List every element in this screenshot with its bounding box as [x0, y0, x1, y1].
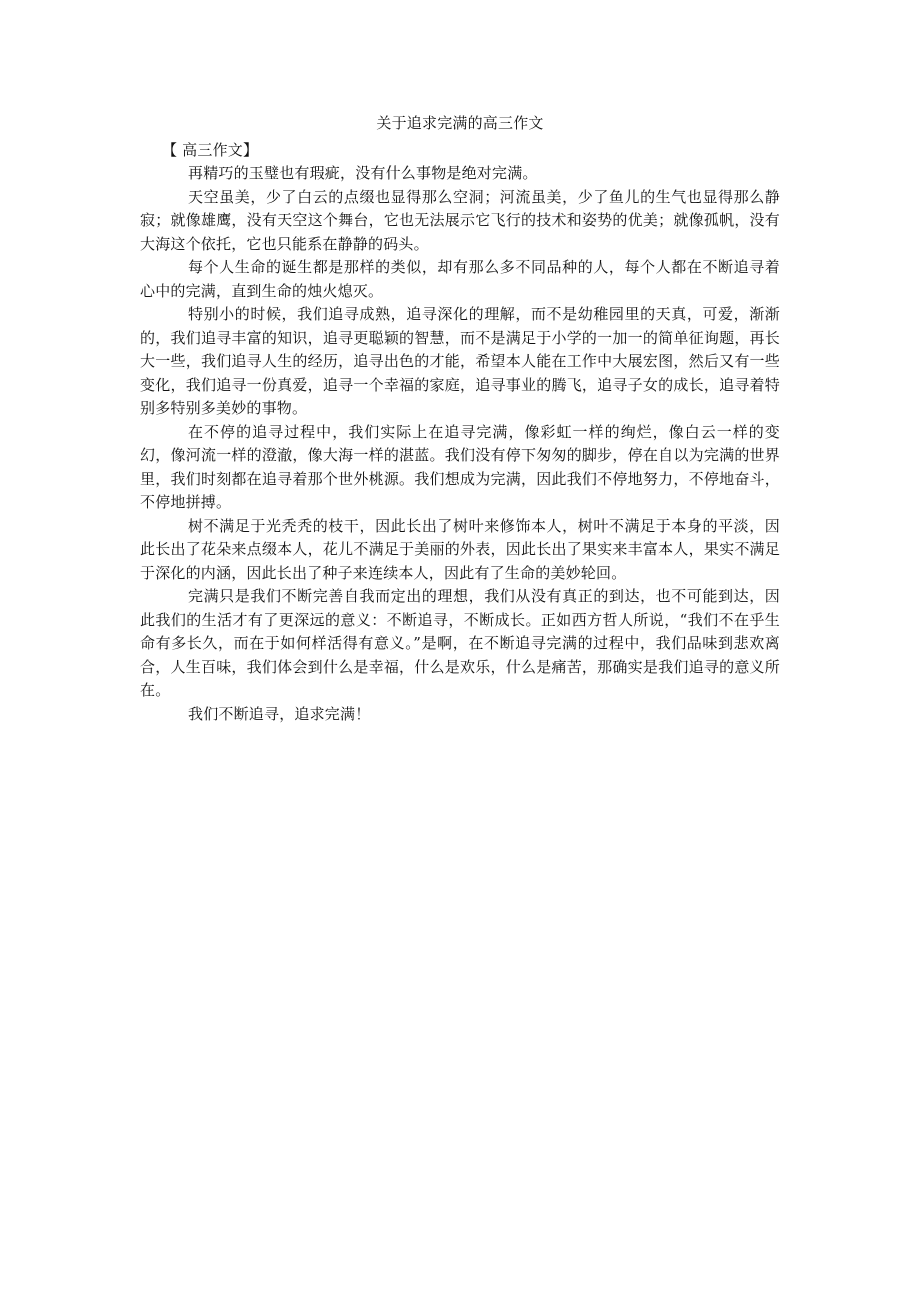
paragraph-7: 完满只是我们不断完善自我而定出的理想，我们从没有真正的到达，也不可能到达，因此我们的生活才有了更深远的意义：不断追寻，不断成长。正如西方哲人所说，“我们不在乎生命有多长久，而在于如何样活得有意义。”是啊，在不断追寻完满的过程中，我们品味到悲欢离合，人生百味，我们体会到什么是幸福，什么是欢乐，什么是痛苦，那确实是我们追寻的意义所在。: [140, 587, 780, 699]
document-page: [140, 112, 780, 726]
category-label: 【 高三作文】: [162, 140, 259, 159]
paragraph-6: 树不满足于光秃秃的枝干，因此长出了树叶来修饰本人，树叶不满足于本身的平淡，因此长出了花朵来点缀本人，花儿不满足于美丽的外表，因此长出了果实来丰富本人，果实不满足于深化的内涵，因此长出了种子来连续本人，因此有了生命的美妙轮回。: [140, 516, 780, 582]
paragraph-4: 特别小的时候，我们追寻成熟，追寻深化的理解，而不是幼稚园里的天真，可爱，渐渐的，我们追寻丰富的知识，追寻更聪颖的智慧，而不是满足于小学的一加一的简单征询题，再长大一些，我们追寻人生的经历，追寻出色的才能，希望本人能在工作中大展宏图，然后又有一些变化，我们追寻一份真爱，追寻一个幸福的家庭，追寻事业的腾飞，追寻子女的成长，追寻着特别多特别多美妙的事物。: [140, 305, 780, 417]
paragraph-1: 再精巧的玉璧也有瑕疵，没有什么事物是绝对完满。: [188, 164, 538, 182]
paragraph-3: 每个人生命的诞生都是那样的类似，却有那么多不同品种的人，每个人都在不断追寻着心中的完满，直到生命的烛火熄灭。: [140, 258, 780, 300]
paragraph-5: 在不停的追寻过程中，我们实际上在追寻完满，像彩虹一样的绚烂，像白云一样的变幻，像河流一样的澄澈，像大海一样的湛蓝。我们没有停下匆匆的脚步，停在自以为完满的世界里，我们时刻都在追寻着那个世外桃源。我们想成为完满，因此我们不停地努力，不停地奋斗，不停地拼搏。: [140, 422, 780, 511]
paragraph-8: 我们不断追寻，追求完满！: [188, 704, 371, 723]
document-title: 关于追求完满的高三作文: [376, 114, 544, 132]
paragraph-2: 天空虽美，少了白云的点缀也显得那么空洞；河流虽美，少了鱼儿的生气也显得那么静寂；就像雄鹰，没有天空这个舞台，它也无法展示它飞行的技术和姿势的优美；就像孤帆，没有大海这个依托，它也只能系在静静的码头。: [140, 187, 780, 253]
